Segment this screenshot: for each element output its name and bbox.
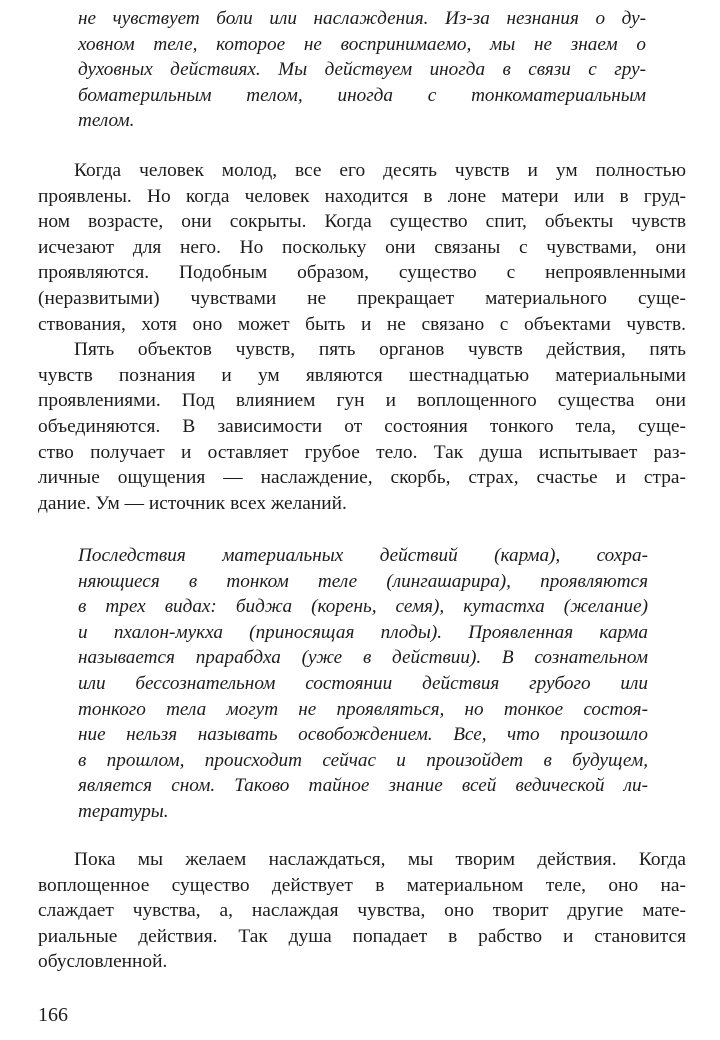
body-line: ствования, хотя оно может быть и не связано с объектами чувств. <box>38 313 686 335</box>
body-line: ство получает и оставляет грубое тело. Так душа испытывает раз- <box>38 441 686 463</box>
quote-main-line: или бессознательном состоянии действия грубого или <box>78 672 648 694</box>
closing-line: обусловленной. <box>38 951 168 973</box>
quote-top-line: телом. <box>78 110 135 132</box>
body-line: Пять объектов чувств, пять органов чувств действия, пять <box>74 339 686 361</box>
quote-main-line: и пхалон-мукха (приносящая плоды). Проявленная карма <box>78 621 648 643</box>
quote-main-line: Последствия материальных действий (карма), сохра- <box>78 545 648 566</box>
quote-main-line: тературы. <box>78 800 169 822</box>
page-number: 166 <box>38 1004 68 1026</box>
quote-top-line: духовных действиях. Мы действуем иногда в связи с гру- <box>78 59 646 81</box>
quote-top-line: боматерильным телом, иногда с тонкоматериальным <box>78 84 646 106</box>
body-line: проявлениями. Под влиянием гун и воплощенного существа они <box>38 390 686 412</box>
quote-main <box>78 543 648 825</box>
body-line: исчезают для него. Но поскольку они связаны с чувствами, они <box>38 236 686 258</box>
body-line: чувств познания и ум являются шестнадцатью материальными <box>38 364 686 386</box>
closing-line: Пока мы желаем наслаждаться, мы творим действия. Когда <box>74 849 686 870</box>
body-line: ном возрасте, они сокрыты. Когда существо спит, объекты чувств <box>38 211 686 233</box>
quote-main-line: тонкого тела могут не проявляться, но тонкое состоя- <box>78 698 648 720</box>
body-line: проявляются. Подобным образом, существо с непроявленными <box>38 262 686 284</box>
body-line: дание. Ум — источник всех желаний. <box>38 492 347 514</box>
body-text <box>38 158 686 516</box>
body-line: (неразвитыми) чувствами не прекращает материального суще- <box>38 287 686 309</box>
closing-text <box>38 847 686 975</box>
closing-line: слаждает чувства, а, наслаждая чувства, оно творит другие мате- <box>38 900 686 922</box>
quote-top-line: ховном теле, которое не воспринимаемо, мы не знаем о <box>78 33 646 55</box>
quote-main-line: является сном. Таково тайное знание всей ведической ли- <box>78 775 648 797</box>
quote-top <box>78 6 646 134</box>
quote-main-line: в трех видах: биджа (корень, семя), кутастха (желание) <box>78 596 648 618</box>
quote-top-line: не чувствует боли или наслаждения. Из-за незнания о ду- <box>78 8 646 29</box>
closing-line: риальные действия. Так душа попадает в рабство и становится <box>38 925 686 947</box>
quote-main-line: ние нельзя называть освобождением. Все, что произошло <box>78 724 648 746</box>
quote-main-line: называется прарабдха (уже в действии). В сознательном <box>78 647 648 669</box>
body-line: объединяются. В зависимости от состояния тонкого тела, суще- <box>38 415 686 437</box>
body-line: личные ощущения — наслаждение, скорбь, страх, счастье и стра- <box>38 467 686 489</box>
closing-line: воплощенное существо действует в материальном теле, оно на- <box>38 874 686 896</box>
body-line: Когда человек молод, все его десять чувств и ум полностью <box>74 160 686 181</box>
quote-main-line: в прошлом, происходит сейчас и произойдет в будущем, <box>78 749 648 771</box>
body-line: проявлены. Но когда человек находится в лоне матери или в груд- <box>38 185 686 207</box>
quote-main-line: няющиеся в тонком теле (лингашарира), проявляются <box>78 570 648 592</box>
